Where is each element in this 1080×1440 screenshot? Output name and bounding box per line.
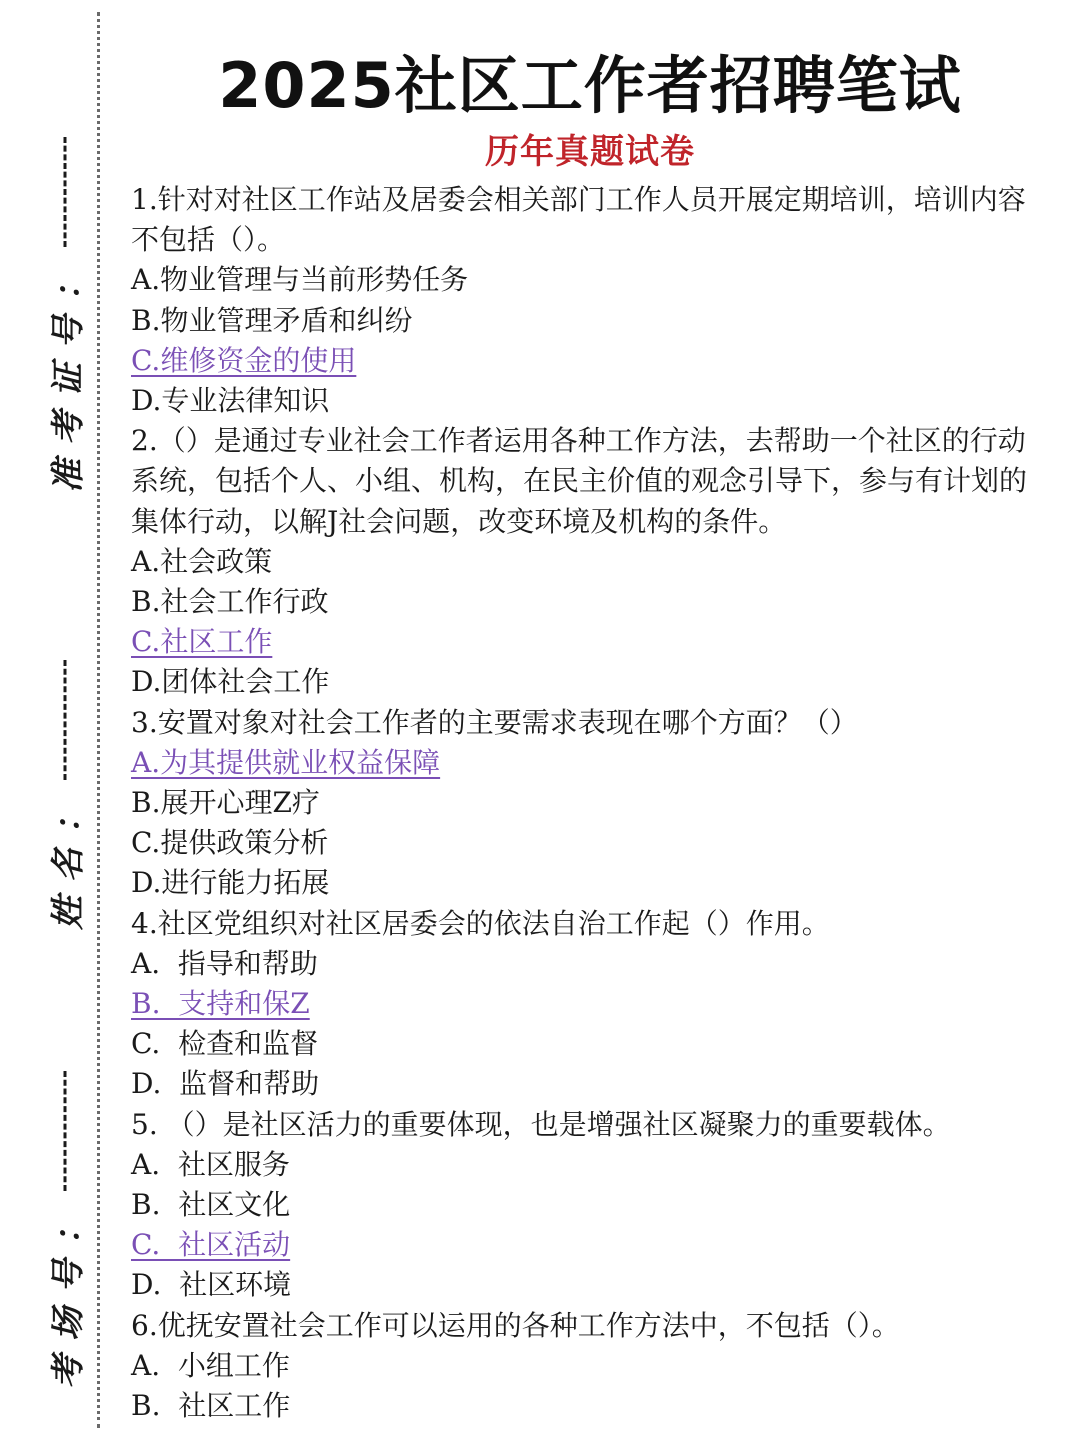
question-stem: 2.（）是通过专业社会工作者运用各种工作方法，去帮助一个社区的行动系统，包括个人、小组、机构，在民主价值的观念引导下，参与有计划的集体行动，以解J社会问题，改变环境及机构的条件。 [131, 424, 1028, 538]
option [131, 863, 1051, 903]
option-text: D. 监督和帮助 [131, 1067, 320, 1101]
option-text: A.物业管理与当前形势任务 [131, 263, 469, 297]
option [131, 381, 1051, 421]
option-text: A. 社区服务 [131, 1147, 290, 1181]
name-field [40, 660, 90, 930]
option-text: C.社区工作 [131, 625, 273, 659]
option-text: B. 社区文化 [131, 1188, 291, 1222]
option [131, 662, 1051, 702]
option-text: D.团体社会工作 [131, 665, 330, 699]
option [131, 542, 1051, 582]
question-stem: 4.社区党组织对社区居委会的依法自治工作起（）作用。 [131, 906, 830, 940]
exam-room-blank [64, 1071, 67, 1191]
option-text: D.专业法律知识 [131, 384, 330, 418]
option [131, 260, 1051, 300]
option [131, 783, 1051, 823]
answer-option [131, 984, 1051, 1024]
exam-room-label: 考场号： [48, 1197, 89, 1389]
question-stem: 6.优抚安置社会工作可以运用的各种工作方法中，不包括（）。 [131, 1308, 900, 1342]
option-text: C. 社区活动 [131, 1228, 291, 1262]
question-block [131, 904, 1051, 1105]
answer-option [131, 743, 1051, 783]
question-stem: 1.针对对社区工作站及居委会相关部门工作人员开展定期培训，培训内容不包括（）。 [131, 183, 1026, 257]
binding-dotted-line [97, 12, 100, 1428]
option-text: A. 指导和帮助 [131, 946, 318, 980]
page-title: 2025社区工作者招聘笔试 [218, 49, 962, 122]
option [131, 1024, 1051, 1064]
answer-option [131, 1225, 1051, 1265]
question-block [131, 1306, 1051, 1427]
question-stem: 5. （）是社区活力的重要体现，也是增强社区凝聚力的重要载体。 [131, 1107, 951, 1141]
option-text: A. 小组工作 [131, 1348, 290, 1382]
exam-id-field [40, 130, 90, 500]
question-block [131, 180, 1051, 421]
option-text: C.提供政策分析 [131, 826, 329, 860]
answer-option [131, 341, 1051, 381]
option-text: B. 社区工作 [131, 1389, 291, 1423]
option-text: A.为其提供就业权益保障 [131, 745, 441, 779]
option-text: D.进行能力拓展 [131, 866, 330, 900]
answer-option [131, 622, 1051, 662]
option-text: A.社会政策 [131, 544, 273, 578]
option-text: D. 社区环境 [131, 1268, 292, 1302]
option-text: C. 检查和监督 [131, 1027, 319, 1061]
option-text: B.社会工作行政 [131, 585, 329, 619]
option-text: B. 支持和保Z [131, 987, 310, 1021]
option [131, 1265, 1051, 1305]
question-stem: 3.安置对象对社会工作者的主要需求表现在哪个方面？（） [131, 705, 858, 739]
exam-room-field [40, 1070, 90, 1390]
option-text: B.物业管理矛盾和纠纷 [131, 303, 413, 337]
question-block [131, 1105, 1051, 1306]
option [131, 1346, 1051, 1386]
option [131, 1386, 1051, 1426]
question-block [131, 421, 1051, 702]
option-text: C.维修资金的使用 [131, 343, 357, 377]
option [131, 582, 1051, 622]
option-text: B.展开心理Z疗 [131, 786, 320, 820]
option [131, 823, 1051, 863]
question-list [131, 180, 1051, 1426]
exam-id-label: 准考证号： [48, 253, 89, 493]
page-subtitle: 历年真题试卷 [485, 132, 695, 172]
option [131, 301, 1051, 341]
option [131, 1064, 1051, 1104]
option [131, 944, 1051, 984]
option [131, 1185, 1051, 1225]
name-label: 姓名： [48, 786, 89, 930]
question-block [131, 703, 1051, 904]
option [131, 1145, 1051, 1185]
name-blank [64, 660, 67, 780]
exam-id-blank [64, 137, 67, 247]
